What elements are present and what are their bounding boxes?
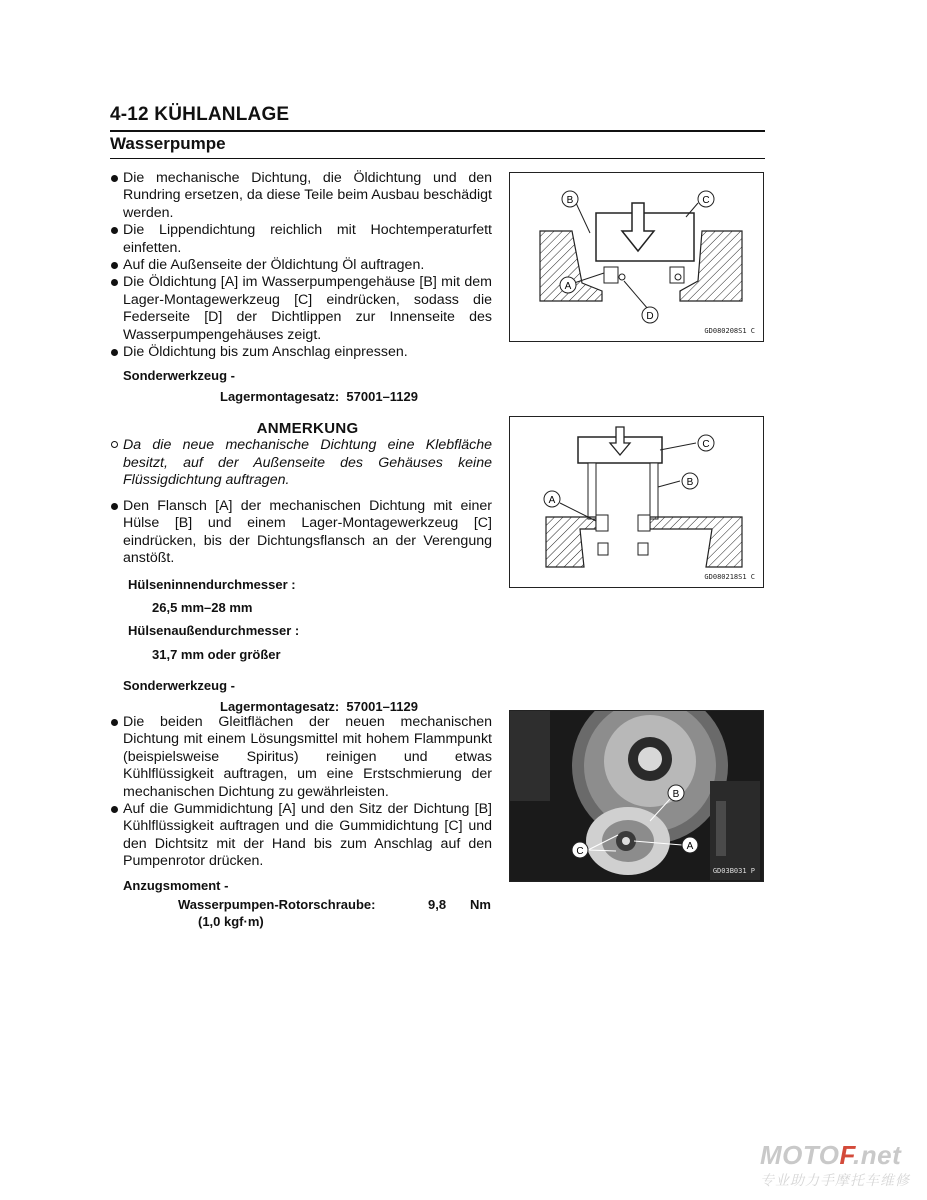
special-tool-value: Lagermontagesatz: 57001–1129 — [220, 388, 418, 404]
figure-code: GD080208S1 C — [704, 327, 755, 335]
torque-row — [110, 896, 492, 913]
bullet-item: Auf die Außenseite der Öldichtung Öl auftragen. — [110, 257, 492, 274]
bullet-item: Den Flansch [A] der mechanischen Dichtung mit einer Hülse [B] und einem Lager-Montagewerkzeug [C] eindrücken, bis der Dichtungsflansch an der Verengung anstößt. — [110, 498, 492, 568]
torque-kgf: (1,0 kgf·m) — [198, 914, 264, 930]
section-rule — [110, 158, 765, 159]
torque-item: Wasserpumpen-Rotorschraube: — [178, 897, 376, 913]
label-b: B — [566, 195, 574, 206]
special-tool-value: Lagermontagesatz: 57001–1129 — [220, 698, 418, 714]
label-c: C — [702, 439, 710, 450]
torque-nm-value: 9,8 — [428, 897, 447, 913]
label-a: A — [564, 281, 572, 292]
torque-label: Anzugsmoment - — [123, 877, 229, 893]
note-block — [110, 420, 492, 490]
label-c: C — [702, 195, 710, 206]
bullet-item: Die mechanische Dichtung, die Öldichtung und den Rundring ersetzen, da diese Teile beim Ausbau beschädigt werden. — [110, 170, 492, 222]
section-title: Wasserpumpe — [110, 134, 226, 153]
bullet-item: Die beiden Gleitflächen der neuen mechanischen Dichtung mit einem Lösungsmittel mit hohem Flammpunkt (beispielsweise Spiritus) reinigen und etwas Kühlflüssigkeit auftragen, um eine Erstschmierung der mechanischen Dichtung zu gewährleisten. — [110, 714, 492, 801]
bullet-item: Die Öldichtung [A] im Wasserpumpengehäuse [B] mit dem Lager-Montagewerkzeug [C] eindrücken, sodass die Federseite [D] der Dichtlippen zur Innenseite des Wasserpumpengehäuses zeigt. — [110, 274, 492, 344]
label-c: C — [576, 846, 584, 857]
mechanical-seal-diagram — [510, 417, 762, 586]
text-block-2 — [110, 498, 492, 715]
note-text: Da die neue mechanische Dichtung eine Klebfläche besitzt, auf der Außenseite des Gehäuses keine Flüssigdichtung auftragen. — [110, 437, 492, 489]
figure-oil-seal-install — [509, 172, 764, 342]
watermark-brand: MOTO — [760, 1140, 840, 1170]
text-block-1 — [110, 170, 492, 405]
torque-nm-unit: Nm — [470, 897, 491, 913]
figure-code: GD080218S1 C — [704, 573, 755, 581]
bullet-item: Die Lippendichtung reichlich mit Hochtemperaturfett einfetten. — [110, 222, 492, 257]
page-title: 4-12 KÜHLANLAGE — [110, 104, 290, 125]
bullet-item: Auf die Gummidichtung [A] und den Sitz der Dichtung [B] Kühlflüssigkeit auftragen und die Gummidichtung [C] und den Dichtsitz mit der Hand bis zum Anschlag auf den Pumpenrotor drücken. — [110, 801, 492, 871]
outer-diameter-label: Hülsenaußendurchmesser : — [128, 623, 300, 639]
title-rule — [110, 130, 765, 132]
watermark-brand-accent: F — [839, 1140, 854, 1170]
outer-diameter-value: 31,7 mm oder größer — [152, 646, 281, 662]
special-tool-label: Sonderwerkzeug - — [123, 368, 235, 384]
label-b: B — [672, 789, 680, 800]
bullet-item: Die Öldichtung bis zum Anschlag einpressen. — [110, 344, 492, 361]
label-b: B — [686, 477, 694, 488]
figure-photo-pump-rotor — [509, 710, 764, 882]
watermark-subtitle: 专业助力手摩托车维修 — [760, 1172, 910, 1188]
text-block-3 — [110, 714, 492, 930]
inner-diameter-label: Hülseninnendurchmesser : — [128, 576, 296, 592]
inner-diameter-value: 26,5 mm–28 mm — [152, 600, 253, 616]
watermark-brand-tail: .net — [853, 1140, 902, 1170]
watermark-logo — [760, 1140, 901, 1171]
label-a: A — [686, 841, 694, 852]
label-a: A — [548, 495, 556, 506]
label-d: D — [646, 311, 654, 322]
oil-seal-diagram — [510, 173, 762, 340]
pump-rotor-photo — [510, 711, 762, 880]
figure-code: GD03B031 P — [712, 867, 755, 875]
figure-mechanical-seal-install — [509, 416, 764, 588]
note-title: ANMERKUNG — [256, 420, 359, 437]
special-tool-label: Sonderwerkzeug - — [123, 678, 235, 694]
